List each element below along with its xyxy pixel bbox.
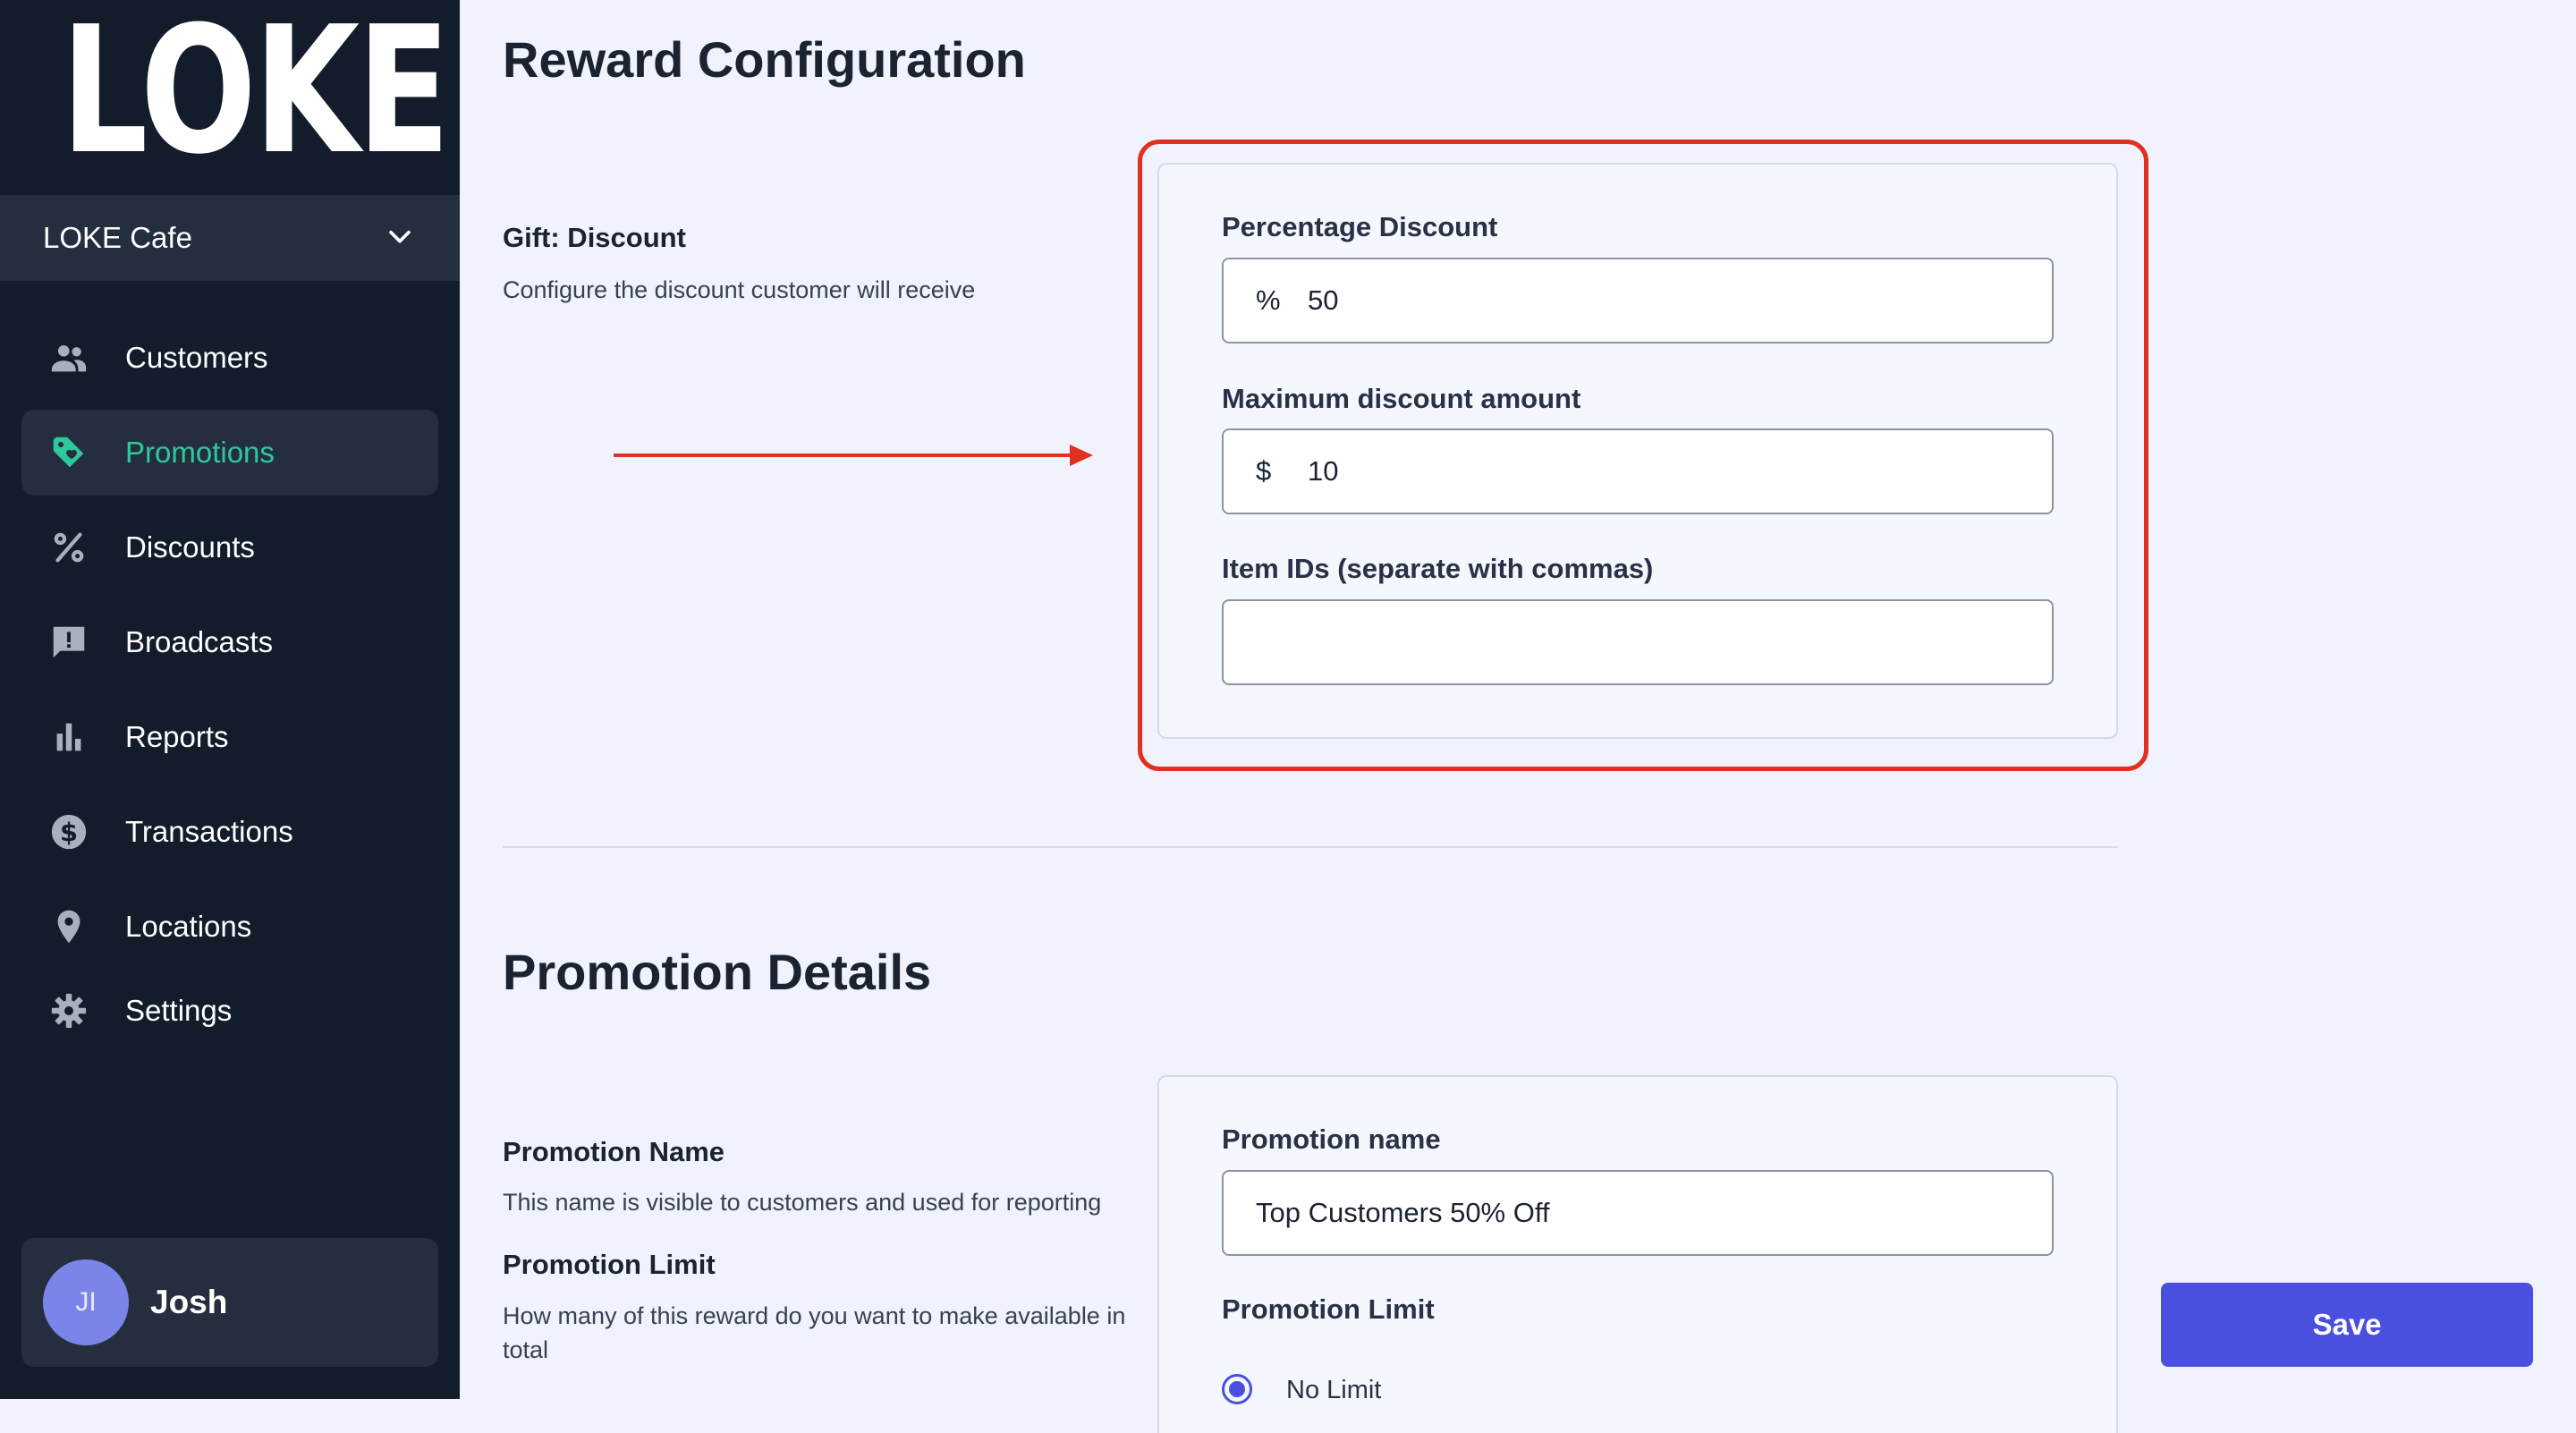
dollar-prefix: $ — [1256, 455, 1272, 487]
radio-selected-dot — [1229, 1381, 1245, 1397]
sidebar-item-discounts[interactable] — [21, 505, 438, 590]
user-name: Josh — [150, 1284, 228, 1320]
loke-logo[interactable]: LOKE — [61, 0, 448, 193]
promotion-limit-description: How many of this reward do you want to make available in total — [503, 1302, 1126, 1363]
no-limit-label[interactable]: No Limit — [1286, 1376, 1382, 1404]
max-discount-label: Maximum discount amount — [1222, 383, 1581, 414]
sidebar-item-label: Broadcasts — [125, 625, 274, 658]
sidebar-item-label: Locations — [125, 910, 252, 943]
sidebar-item-promotions[interactable] — [21, 410, 438, 496]
sidebar — [0, 0, 460, 1399]
section-divider — [503, 846, 2118, 848]
bar-chart-icon — [48, 716, 89, 758]
sidebar-item-label: Reports — [125, 720, 229, 753]
percent-icon — [48, 527, 89, 568]
max-discount-value: 10 — [1308, 455, 1339, 487]
user-profile[interactable] — [21, 1238, 438, 1367]
message-alert-icon — [48, 622, 89, 663]
gear-icon — [48, 990, 89, 1031]
percentage-discount-label: Percentage Discount — [1222, 211, 1498, 242]
section-title: Promotion Details — [503, 944, 932, 1000]
avatar: JI — [43, 1259, 129, 1345]
sidebar-item-label: Customers — [125, 341, 268, 374]
max-discount-input[interactable] — [1222, 428, 2054, 514]
promotion-name-description: This name is visible to customers and used for reporting — [503, 1189, 1102, 1216]
promotion-limit-heading: Promotion Limit — [503, 1249, 716, 1280]
item-ids-label: Item IDs (separate with commas) — [1222, 553, 1654, 584]
svg-text:$: $ — [59, 816, 79, 847]
save-button[interactable]: Save — [2161, 1283, 2533, 1367]
promotion-name-value: Top Customers 50% Off — [1256, 1197, 1550, 1228]
sidebar-item-broadcasts[interactable] — [21, 599, 438, 685]
item-ids-input[interactable] — [1222, 599, 2054, 685]
percentage-value: 50 — [1308, 284, 1339, 316]
sidebar-item-locations[interactable] — [21, 884, 438, 970]
no-limit-radio[interactable] — [1222, 1374, 1252, 1404]
sidebar-item-reports[interactable] — [21, 694, 438, 780]
sidebar-item-transactions[interactable] — [21, 789, 438, 875]
page-title: Reward Configuration — [503, 31, 1026, 88]
sidebar-item-settings[interactable] — [21, 968, 438, 1054]
sidebar-item-label: Transactions — [125, 815, 293, 848]
location-pin-icon — [48, 906, 89, 947]
sidebar-item-label: Promotions — [125, 436, 275, 469]
chevron-down-icon — [385, 221, 415, 256]
promotion-name-heading: Promotion Name — [503, 1136, 725, 1167]
promotion-name-input[interactable] — [1222, 1170, 2054, 1256]
annotation-arrow — [614, 442, 1097, 469]
promotion-limit-label: Promotion Limit — [1222, 1293, 1435, 1325]
gift-description: Configure the discount customer will receive — [503, 276, 976, 303]
dollar-circle-icon — [48, 811, 89, 852]
promotion-name-label: Promotion name — [1222, 1124, 1441, 1155]
sidebar-item-customers[interactable] — [21, 315, 438, 401]
venue-name: LOKE Cafe — [43, 221, 192, 254]
percent-prefix: % — [1256, 284, 1281, 316]
sidebar-item-label: Discounts — [125, 530, 255, 564]
people-icon — [48, 337, 89, 378]
sidebar-item-label: Settings — [125, 994, 233, 1027]
tag-icon — [48, 432, 89, 473]
gift-label: Gift: Discount — [503, 222, 686, 253]
venue-selector[interactable] — [0, 195, 460, 281]
percentage-discount-input[interactable] — [1222, 258, 2054, 343]
